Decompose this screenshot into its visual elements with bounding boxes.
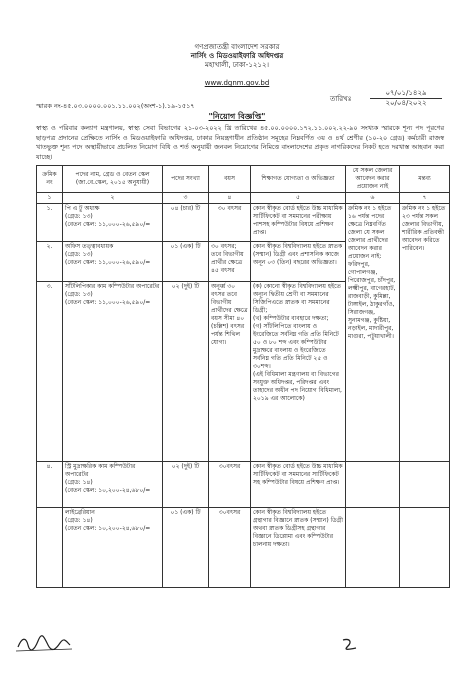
- row-qualification: কোন স্বীকৃত বোর্ড হইতে উচ্চ মাধ্যমিক সার্টিফিকেট বা সমমানের পরীক্ষায় পাশসহ কম্পিউটার বিষয়ে প্রশিক্ষণ প্রাপ্ত।: [251, 204, 346, 242]
- table-row: [37, 462, 450, 508]
- col-header-count: পদের সংখ্যা: [163, 166, 209, 193]
- row-age: ৩০বৎসর: [209, 462, 251, 508]
- row-count: ০১ (এক) টি: [163, 508, 209, 588]
- col-number: ২: [63, 193, 163, 204]
- col-number: ৩: [163, 193, 209, 204]
- date-bangla: ০৭/০১/১৪২৯: [370, 89, 442, 99]
- signature-right: [340, 636, 360, 652]
- row-qualification: (ক) কোনো স্বীকৃত বিশ্ববিদ্যালয় হইতে অন্যূন দ্বিতীয় শ্রেণী বা সমমানের সিজিপিএতে স্নাতক বা সমমানের ডিগ্রী; (খ) কম্পিউটার ব্যবহারে দক্ষতা; (গ) সাঁটলিপিতে বাংলায় ও ইংরেজিতে সর্বনিম্ন গতি প্রতি মিনিটে ৫০ ও ৮০ শব্দ এবং কম্পিউটার মুদ্রাক্ষরে বাংলায় ও ইংরেজিতে সর্বনিম্ন গতি প্রতি মিনিটে ২৫ ও ৩০শব্দ। (এই বিধিমালা মন্ত্রণালয় বা বিভাগের সংযুক্ত অধিদপ্তর, পরিদপ্তর এবং তাহাদের অধীন পদ নিয়োগ বিধিমালা, ২০১৯ এর আলোকে): [251, 282, 346, 462]
- col-number: ১: [37, 193, 63, 204]
- row-qualification: কোন স্বীকৃত বিশ্ববিদ্যালয় হইতে স্নাতক (সম্মান) ডিগ্রী এবং প্রশাসনিক কাজে অনূন ০৩ (তিন) বছরের অভিজ্ঞতা।: [251, 242, 346, 282]
- empty-cell: [346, 462, 400, 508]
- row-post: লাইব্রেরিয়ান (গ্রেড: ১৪) (বেতন স্কেল: ১০,২০০-২৪,৬৮০/=: [63, 508, 163, 588]
- date-label: তারিখঃ: [330, 95, 352, 103]
- col-number: ৬: [346, 193, 400, 204]
- row-count: ০৪ (চার) টি: [163, 204, 209, 242]
- row-serial: ১.: [37, 204, 63, 242]
- excluded-districts-cell: ক্রমিক নং ১ হইতে ১৬ পর্যন্ত পদের ক্ষেত্রে নিম্নবর্ণিত জেলা যে সকল জেলার প্রার্থীদের আবেদন করার প্রয়োজন নাই: ফরিদপুর, গোপালগঞ্জ, পিরোজপুর, চাঁদপুর, লক্ষ্মীপুর, বাগেরহাট, রাজবাড়ী, কুমিল্লা, টাঙ্গাইল, ঠাকুরগাঁও, সিরাজগঞ্জ, সুনামগঞ্জ, কুষ্টিয়া, নড়াইল, মাদারীপুর, মাগুরা, পটুয়াখালী।: [346, 204, 400, 462]
- col-header-age: বয়স: [209, 166, 251, 193]
- row-age: ৩০বৎসর: [209, 508, 251, 588]
- col-header-serial: ক্রমিক নং: [37, 166, 63, 193]
- row-age: ৩০ বৎসর; তবে বিভাগীয় প্রার্থীর ক্ষেত্রে ৪৫ বৎসর: [209, 242, 251, 282]
- row-age: অনূর্ধ্ব ৩০ বৎসর তবে বিভাগীয় প্রার্থীদের ক্ষেত্রে বয়স সীমা ৪০ (চল্লিশ) বৎসর পর্যন্ত শিথিল যোগ্য।: [209, 282, 251, 462]
- recruitment-table: [36, 165, 450, 588]
- col-header-districts: যে সকল জেলার আবেদন করার প্রয়োজন নাই: [346, 166, 400, 193]
- empty-cell: [346, 508, 400, 588]
- row-serial: ৩.: [37, 282, 63, 462]
- remarks-cell: ক্রমিক নং ১ হইতে ২৩ পর্যন্ত সকল জেলার বিভাগীয়, শারীরিক প্রতিবন্ধী আবেদন করিতে পারিবেন।: [400, 204, 450, 462]
- row-post: পি এ টু অধ্যক্ষ (গ্রেড: ১৩) (বেতন স্কেল: ১১,০০০-২৬,৫৯০/=: [63, 204, 163, 242]
- table-header-row: [37, 166, 450, 193]
- col-header-qualification: শিক্ষাগত যোগ্যতা ও অভিজ্ঞতা: [251, 166, 346, 193]
- col-header-remarks: মন্তব্য: [400, 166, 450, 193]
- website-link[interactable]: www.dgnm.gov.bd: [204, 79, 270, 87]
- address: মহাখালী, ঢাকা-১২১২।: [204, 61, 270, 69]
- date-english: ২০/০৪/২০২২: [385, 99, 427, 107]
- intro-paragraph: স্বাস্থ্য ও পরিবার কল্যাণ মন্ত্রণালয়, স্বাস্থ্য সেবা বিভাগের ২১-০৩-২০২২ খ্রি তারিখের ৪৫.০০.০০০০.১৭২.১১.০০২.২২-৯০ সংখ্যক স্মারকে শূন্য পদ পূরণের ছাড়পত্র প্রদানের প্রেক্ষিতে নার্সিং ও মিডওয়াইফারি অধিদপ্তর, ঢাকার নিয়ন্ত্রণাধীন প্রতিষ্ঠান সমূহের নিম্নবর্ণিত ৩য় ও ৪র্থ শ্রেণীর (১০-২০ গ্রেড) কর্মচারী রাজস্ব খাতভুক্ত শূন্য পদে অস্থায়ীভাবে প্রচলিত নিয়োগ বিধি ও শর্ত অনুযায়ী জনবল নিয়োগের নিমিত্তে বাংলাদেশের প্রকৃত নাগরিকদের নিকট হতে দরখাস্ত আহবান করা যাচ্ছে।: [36, 124, 444, 161]
- row-serial: [37, 508, 63, 588]
- row-qualification: কোন স্বীকৃত বোর্ড হইতে উচ্চ মাধ্যমিক সার্টিফিকেট বা সমমানের সার্টিফিকেট সহ কম্পিউটার বিষয়ে প্রশিক্ষণ প্রাপ্ত।: [251, 462, 346, 508]
- col-number: ৫: [251, 193, 346, 204]
- directorate-name: নার্সিং ও মিডওয়াইফারি অধিদপ্তর: [190, 52, 284, 60]
- signature-left: [14, 633, 74, 655]
- table-row: [37, 204, 450, 242]
- row-count: ০২ (দুই) টি: [163, 462, 209, 508]
- table-row: [37, 508, 450, 588]
- notice-title: "নিয়োগ বিজ্ঞপ্তি": [208, 112, 266, 121]
- date-block: [370, 89, 442, 108]
- empty-cell: [400, 508, 450, 588]
- col-number: ৪: [209, 193, 251, 204]
- row-post: সাঁটলিপিকার কাম কম্পিউটার অপারেটর (গ্রেড: ১৩) (বেতন স্কেল: ১১,০০০-২৬,৫৯০/=: [63, 282, 163, 462]
- column-number-row: [37, 193, 450, 204]
- empty-cell: [400, 462, 450, 508]
- govt-header: গণপ্রজাতন্ত্রী বাংলাদেশ সরকার: [194, 43, 280, 51]
- col-header-post: পদের নাম, গ্রেড ও বেতন স্কেল (জা.বে.স্কেল, ২০১৫ অনুযায়ী): [63, 166, 163, 193]
- row-count: ০২ (দুই) টি: [163, 282, 209, 462]
- memo-number: স্মারক নং-৪৫.০৩.০০০০.০০১.১১.০০২(অংশ-১).১৯-১৫১৭: [36, 102, 195, 110]
- row-serial: ২.: [37, 242, 63, 282]
- row-post: অফিস তত্ত্বাবধায়ক (গ্রেড: ১৩) (বেতন স্কেল: ১১,০০০-২৬,৫৯০/=: [63, 242, 163, 282]
- row-post: স্ট্রি মুদ্রাক্ষরিক কাম কম্পিউটার অপারেটর (গ্রেড: ১৪) (বেতন স্কেল: ১০,২০০-২৪,৬৮০/=: [63, 462, 163, 508]
- row-serial: ৪.: [37, 462, 63, 508]
- row-qualification: কোন স্বীকৃত বিশ্ববিদ্যালয় হইতে গ্রন্থাগার বিজ্ঞানে স্নাতক (সম্মান) ডিগ্রী অথবা স্নাতক ডিগ্রীসহ গ্রন্থাগার বিজ্ঞানে ডিপ্লোমা এবং কম্পিউটার চালনায় দক্ষতা।: [251, 508, 346, 588]
- row-age: ৩০ বৎসর: [209, 204, 251, 242]
- row-count: ০১ (এক) টি: [163, 242, 209, 282]
- col-number: ৭: [400, 193, 450, 204]
